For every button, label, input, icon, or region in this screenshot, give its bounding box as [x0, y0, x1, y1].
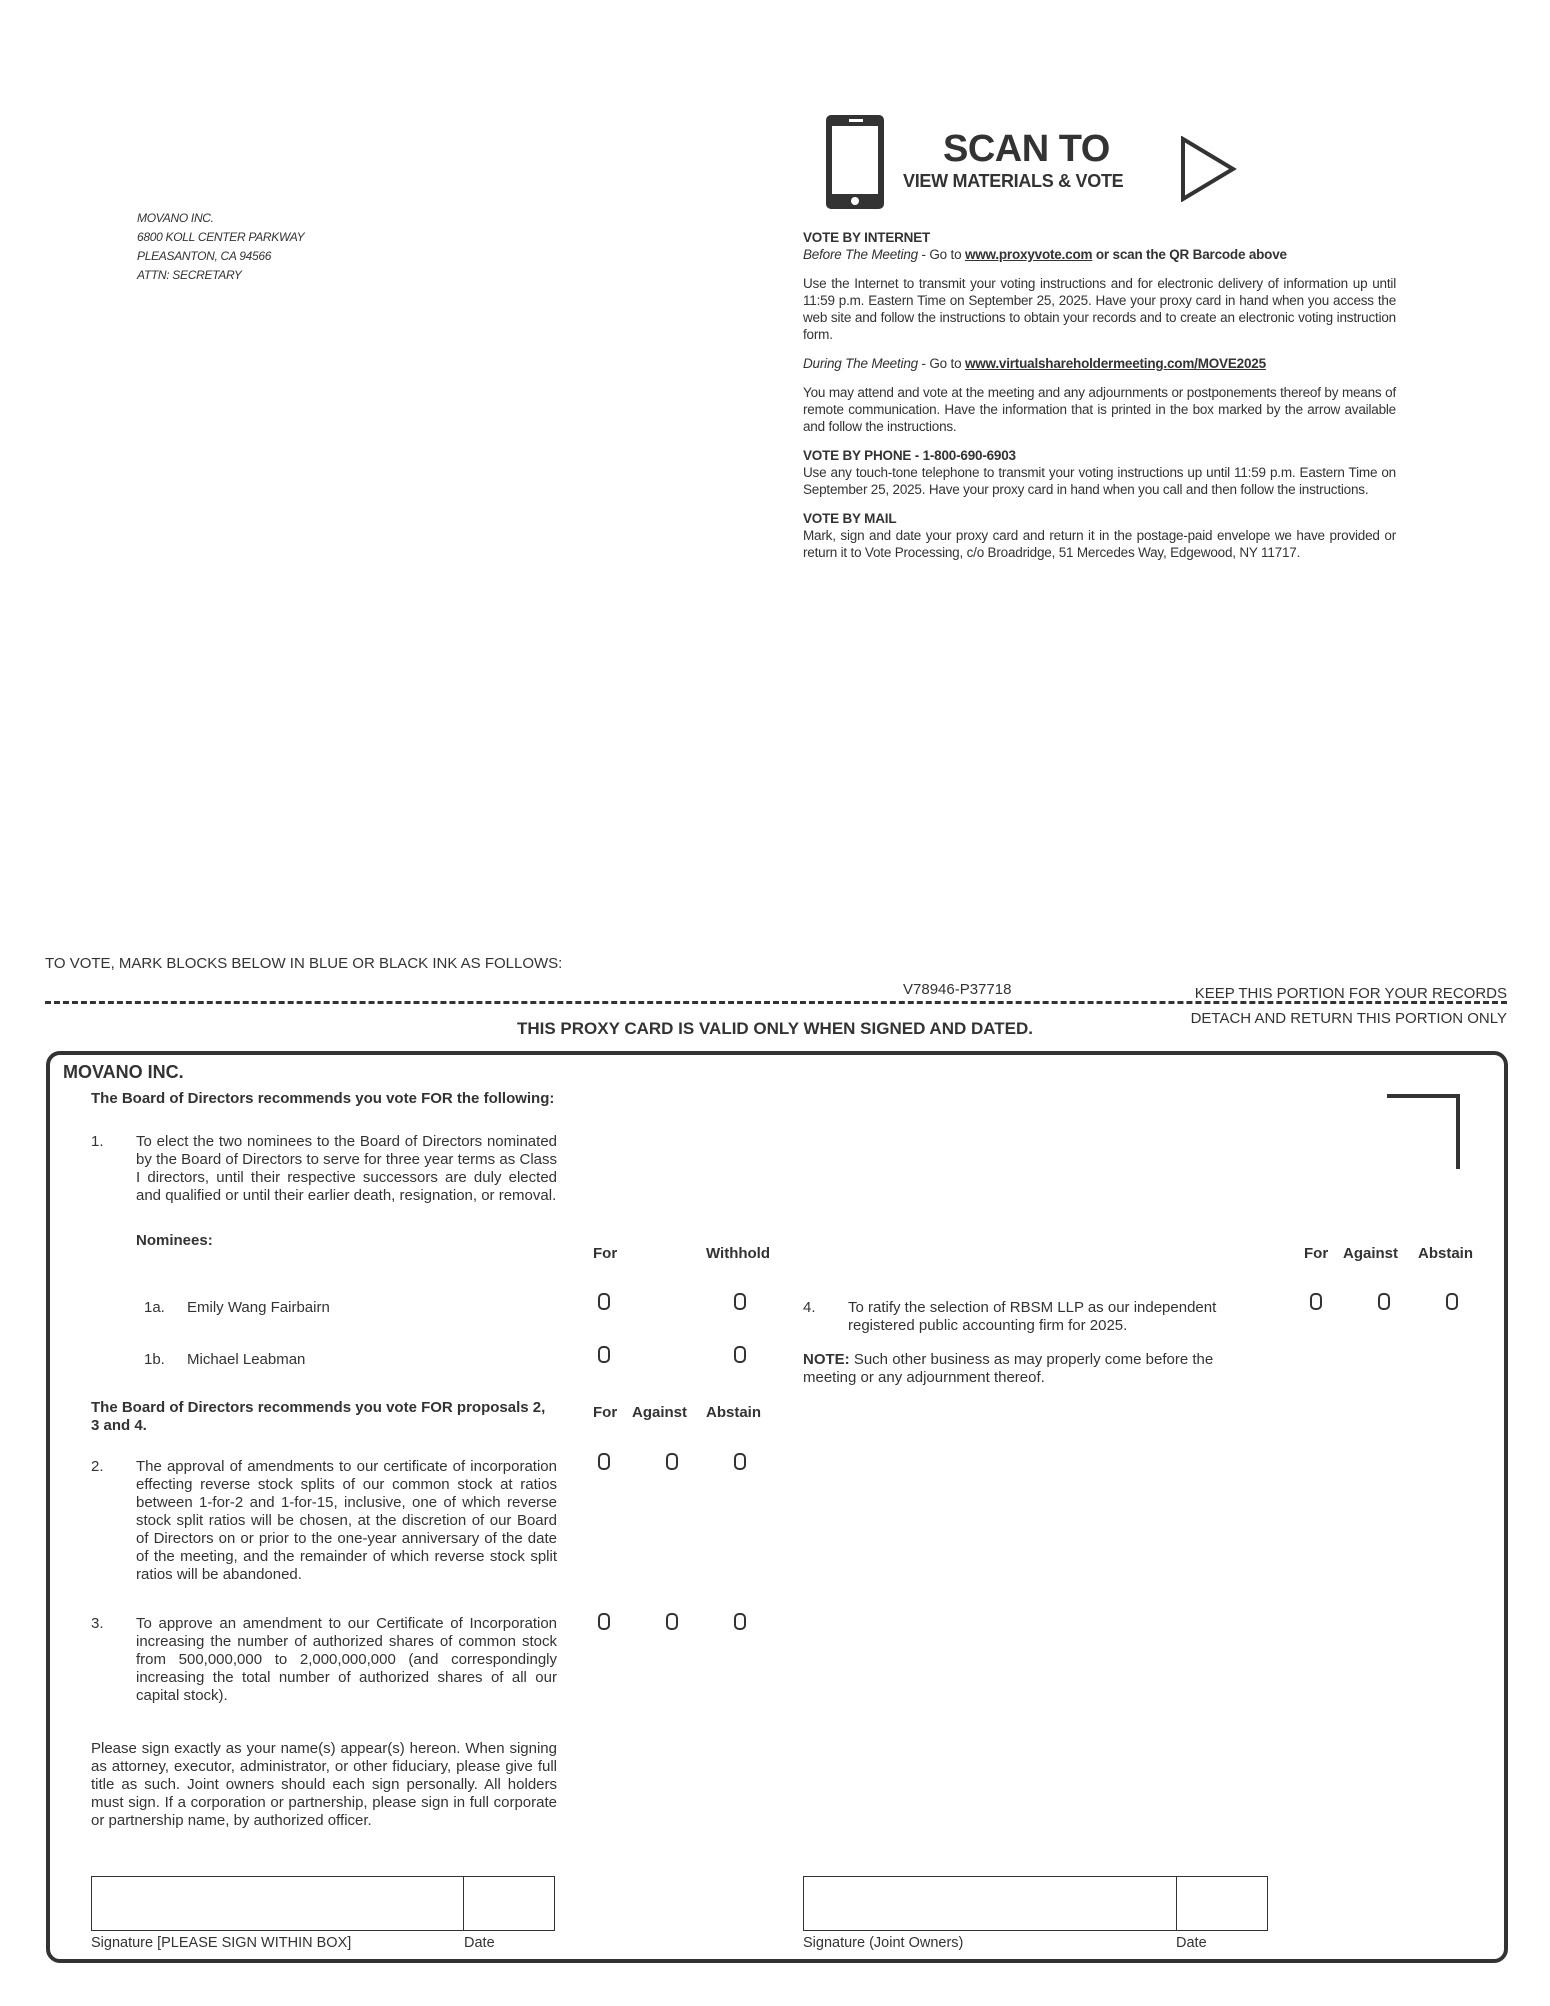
mail-body: Mark, sign and date your proxy card and return it in the postage-paid envelope we have provided or return it to Vote Processing, c/o Broadridge, 51 Mercedes Way, Edgewood, NY 11717.	[803, 528, 1396, 560]
go-to-text: - Go to	[917, 247, 965, 262]
go-to-text: - Go to	[917, 356, 965, 371]
proposal-1-text: To elect the two nominees to the Board of Directors nominated by the Board of Directors to serve for three year terms as Class I directors, until their respective successors are duly elected and qualified or until their earlier death, resignation, or removal.	[136, 1133, 557, 1204]
during-meeting-label: During The Meeting	[803, 356, 918, 371]
proposal-4-for-checkbox[interactable]	[1310, 1293, 1322, 1310]
col-for-header: For	[1304, 1245, 1329, 1262]
signature-box[interactable]	[91, 1876, 464, 1931]
phone-icon	[825, 114, 885, 210]
mail-heading: VOTE BY MAIL	[803, 511, 897, 526]
voting-instructions	[803, 229, 1396, 573]
proposal-2-text: The approval of amendments to our certificate of incorporation effecting reverse stock splits of our common stock at ratios between 1-for-2 and 1-for-15, inclusive, one of which reverse stock split ratios will be chosen, at the discretion of our Board of Directors on or prior to the one-year anniversary of the date of the meeting, and the remainder of which reverse stock split ratios will be abandoned.	[136, 1458, 557, 1583]
note-text: Such other business as may properly come before the meeting or any adjournment thereof.	[803, 1351, 1214, 1386]
keep-portion-label: KEEP THIS PORTION FOR YOUR RECORDS	[1194, 985, 1507, 1002]
joint-signature-label: Signature (Joint Owners)	[803, 1935, 964, 1951]
address-line: 6800 KOLL CENTER PARKWAY	[137, 230, 305, 244]
nominees-label: Nominees:	[136, 1232, 213, 1249]
proxyvote-link[interactable]: www.proxyvote.com	[964, 247, 1093, 262]
col-abstain-header: Abstain	[706, 1404, 762, 1421]
col-withhold-header: Withhold	[706, 1245, 771, 1262]
col-against-header: Against	[632, 1404, 688, 1421]
board-recommendation-1: The Board of Directors recommends you vote FOR the following:	[91, 1090, 555, 1107]
before-meeting-label: Before The Meeting	[803, 247, 918, 262]
company-name: MOVANO INC.	[63, 1062, 184, 1082]
joint-signature-box[interactable]	[803, 1876, 1177, 1931]
internet-heading: VOTE BY INTERNET	[803, 230, 931, 245]
virtual-meeting-link[interactable]: www.virtualshareholdermeeting.com/MOVE2025	[964, 356, 1266, 371]
col-for-header: For	[593, 1245, 618, 1262]
col-against-header: Against	[1343, 1245, 1399, 1262]
scan-to-heading: SCAN TO	[943, 128, 1110, 170]
nominee-1b-name: Michael Leabman	[187, 1351, 306, 1368]
proposal-3-text: To approve an amendment to our Certificate of Incorporation increasing the number of authorized shares of common stock from 500,000,000 to 2,000,000,000 (and correspondingly increasing the total number of authorized shares of all our capital stock).	[136, 1615, 557, 1704]
nominee-1a-for-checkbox[interactable]	[598, 1293, 610, 1310]
proposal-2-abstain-checkbox[interactable]	[734, 1453, 746, 1470]
return-address	[137, 209, 304, 285]
proposal-1-number: 1.	[91, 1133, 104, 1150]
proposal-3-abstain-checkbox[interactable]	[734, 1613, 746, 1630]
nominee-1b-number: 1b.	[144, 1351, 165, 1368]
address-line: ATTN: SECRETARY	[137, 268, 242, 282]
valid-notice: THIS PROXY CARD IS VALID ONLY WHEN SIGNED AND DATED.	[516, 1019, 1034, 1038]
corner-registration-mark	[1385, 1093, 1463, 1171]
address-line: PLEASANTON, CA 94566	[137, 249, 272, 263]
proposal-4-abstain-checkbox[interactable]	[1446, 1293, 1458, 1310]
proposal-3-for-checkbox[interactable]	[598, 1613, 610, 1630]
signature-label: Signature [PLEASE SIGN WITHIN BOX]	[91, 1935, 352, 1951]
internet-body: Use the Internet to transmit your voting instructions and for electronic delivery of information up until 11:59 p.m. Eastern Time on September 25, 2025. Have your proxy card in hand when you access the web site and follow the instructions to obtain your records and to create an electronic voting instruction form.	[803, 276, 1396, 342]
ink-instructions: TO VOTE, MARK BLOCKS BELOW IN BLUE OR BLACK INK AS FOLLOWS:	[45, 955, 563, 972]
joint-date-box[interactable]	[1176, 1876, 1268, 1931]
proposal-3-number: 3.	[91, 1615, 104, 1632]
nominee-1a-name: Emily Wang Fairbairn	[187, 1299, 330, 1316]
board-recommendation-2: The Board of Directors recommends you vote FOR proposals 2, 3 and 4.	[91, 1399, 546, 1434]
detach-portion-label: DETACH AND RETURN THIS PORTION ONLY	[1190, 1010, 1507, 1027]
view-materials-heading: VIEW MATERIALS & VOTE	[903, 171, 1124, 191]
date-label: Date	[464, 1935, 495, 1951]
proposal-2-for-checkbox[interactable]	[598, 1453, 610, 1470]
nominee-1a-withhold-checkbox[interactable]	[734, 1293, 746, 1310]
col-abstain-header: Abstain	[1418, 1245, 1474, 1262]
arrow-right-icon	[1180, 136, 1238, 202]
date-box[interactable]	[463, 1876, 555, 1931]
phone-body: Use any touch-tone telephone to transmit your voting instructions up until 11:59 p.m. Eastern Time on September 25, 2025. Have your proxy card in hand when you call and then follow the instructions.	[803, 465, 1396, 497]
col-for-header: For	[593, 1404, 618, 1421]
note	[803, 1351, 1270, 1387]
nominee-1a-number: 1a.	[144, 1299, 165, 1316]
proposal-4-against-checkbox[interactable]	[1378, 1293, 1390, 1310]
signing-instructions: Please sign exactly as your name(s) appear(s) hereon. When signing as attorney, executor, administrator, or other fiduciary, please give full title as such. Joint owners should each sign personally. All holders must sign. If a corporation or partnership, please sign in full corporate or partnership name, by authorized officer.	[91, 1740, 557, 1829]
qr-text: or scan the QR Barcode above	[1092, 247, 1287, 262]
joint-date-label: Date	[1176, 1935, 1207, 1951]
nominee-1b-withhold-checkbox[interactable]	[734, 1346, 746, 1363]
proposal-2-against-checkbox[interactable]	[666, 1453, 678, 1470]
address-line: MOVANO INC.	[137, 211, 214, 225]
proposal-2-number: 2.	[91, 1458, 104, 1475]
proposal-4-text: To ratify the selection of RBSM LLP as our independent registered public accounting firm for 2025.	[848, 1299, 1217, 1334]
detach-line	[45, 1001, 1507, 1004]
phone-heading: VOTE BY PHONE - 1-800-690-6903	[803, 448, 1016, 463]
control-code: V78946-P37718	[903, 981, 1012, 998]
nominee-1b-for-checkbox[interactable]	[598, 1346, 610, 1363]
proposal-3-against-checkbox[interactable]	[666, 1613, 678, 1630]
proposal-4-number: 4.	[803, 1299, 816, 1316]
note-label: NOTE:	[803, 1351, 850, 1368]
during-body: You may attend and vote at the meeting and any adjournments or postponements thereof by means of remote communication. Have the information that is printed in the box marked by the arrow available and follow the instructions.	[803, 385, 1396, 434]
